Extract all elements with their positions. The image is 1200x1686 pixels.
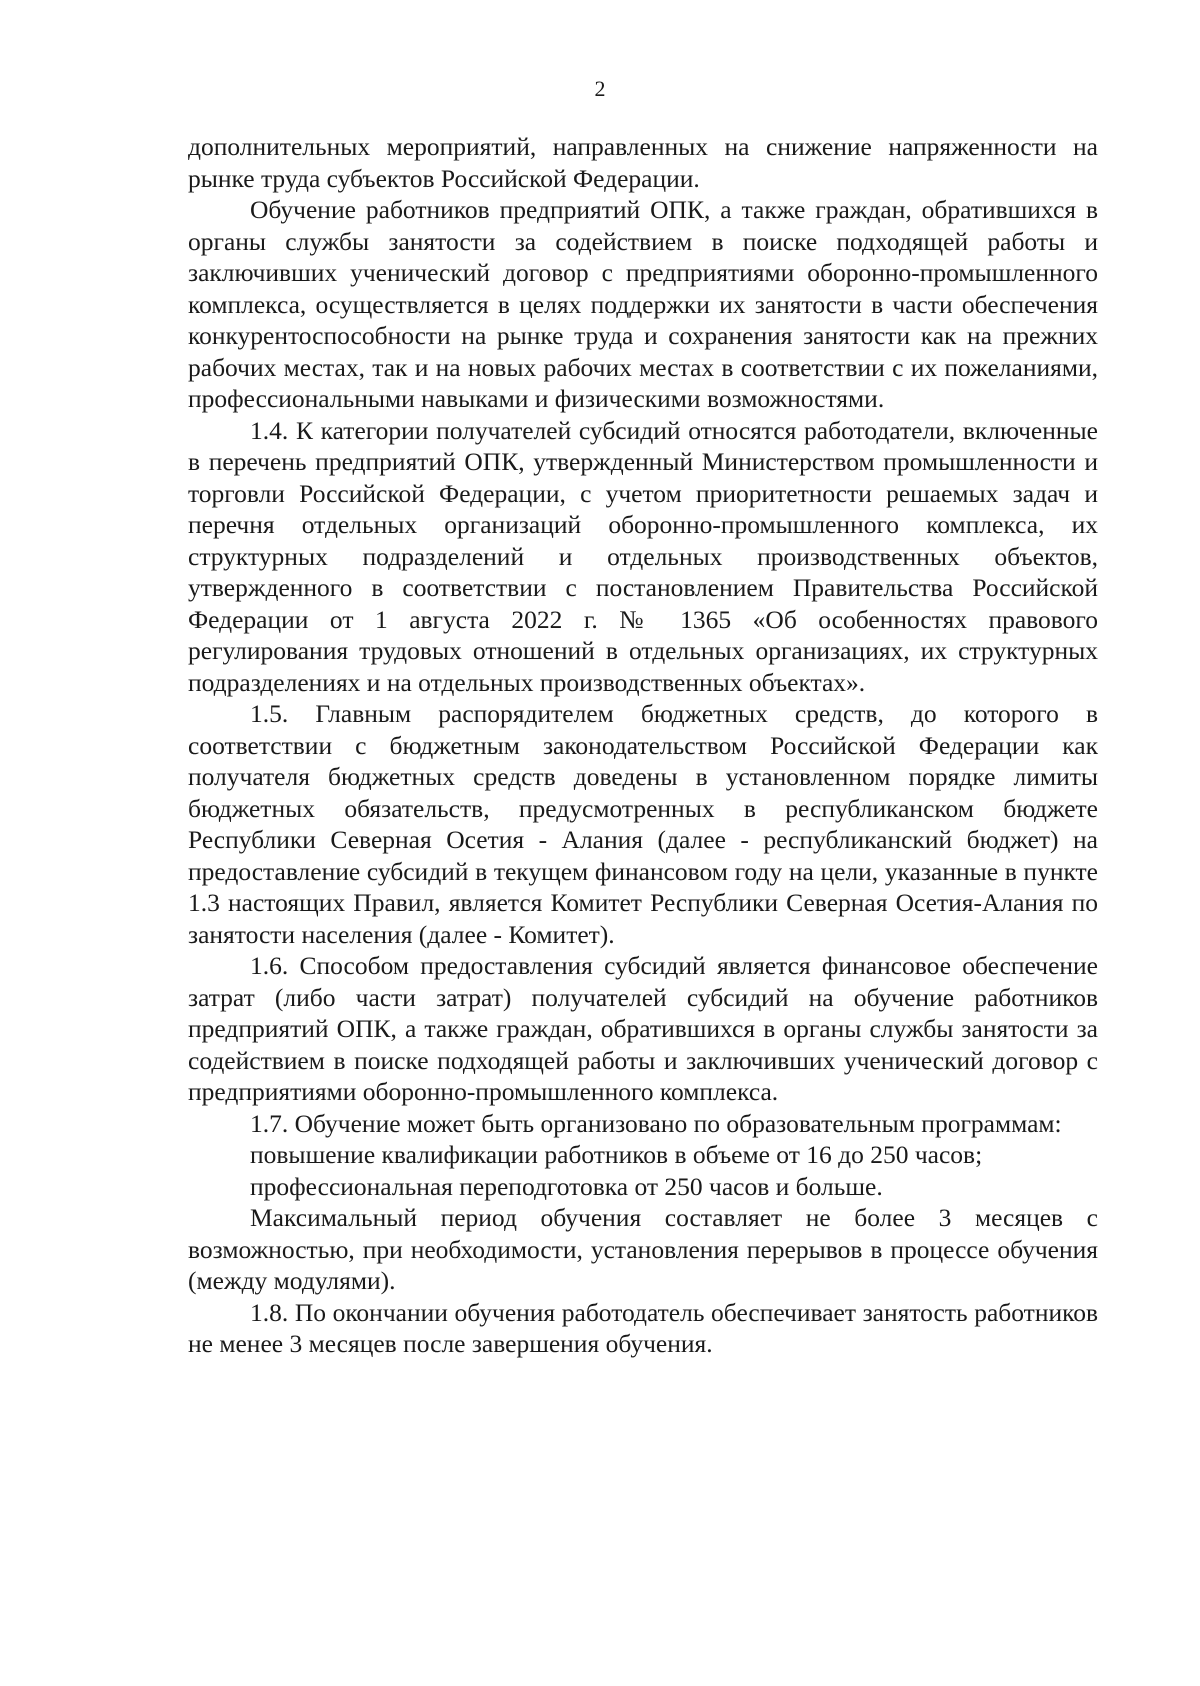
list-item: повышение квалификации работников в объеме от 16 до 250 часов; — [250, 1140, 983, 1169]
document-body — [188, 131, 1098, 1360]
paragraph-continuation: дополнительных мероприятий, направленных на снижение напряженности на рынке труда субъектов Российской Федерации. — [188, 132, 1098, 193]
paragraph-1-6: 1.6. Способом предоставления субсидий является финансовое обеспечение затрат (либо части затрат) получателей субсидий на обучение работников предприятий ОПК, а также граждан, обратившихся в органы службы занятости за содействием в поиске подходящей работы и заключивших ученический договор с предприятиями оборонно-промышленного комплекса. — [188, 951, 1098, 1106]
paragraph-1-4: 1.4. К категории получателей субсидий относятся работодатели, включенные в перечень предприятий ОПК, утвержденный Министерством промышленности и торговли Российской Федерации, с учетом приоритетности решаемых задач и перечня отдельных организаций оборонно-промышленного комплекса, их структурных подразделений и отдельных производственных объектов, утвержденного в соответствии с постановлением Правительства Российской Федерации от 1 августа 2022 г. № 1365 «Об особенностях правового регулирования трудовых отношений в отдельных организациях, их структурных подразделениях и на отдельных производственных объектах». — [188, 415, 1098, 697]
paragraph-1-8: 1.8. По окончании обучения работодатель обеспечивает занятость работников не менее 3 месяцев после завершения обучения. — [188, 1297, 1098, 1358]
paragraph-training-purpose: Обучение работников предприятий ОПК, а также граждан, обратившихся в органы службы занятости за содействием в поиске подходящей работы и заключивших ученический договор с предприятиями оборонно-промышленного комплекса, осуществляется в целях поддержки их занятости в части обеспечения конкурентоспособности на рынке труда и сохранения занятости как на прежних рабочих местах, так и на новых рабочих местах в соответствии с их пожеланиями, профессиональными навыками и физическими возможностями. — [188, 195, 1098, 413]
page-number: 2 — [594, 76, 606, 101]
paragraph-1-7: 1.7. Обучение может быть организовано по образовательным программам: — [250, 1108, 1062, 1138]
paragraph-max-period: Максимальный период обучения составляет не более 3 месяцев с возможностью, при необходимости, установления перерывов в процессе обучения (между модулями). — [188, 1203, 1098, 1295]
paragraph-1-5: 1.5. Главным распорядителем бюджетных средств, до которого в соответствии с бюджетным законодательством Российской Федерации как получателя бюджетных средств доведены в установленном порядке лимиты бюджетных обязательств, предусмотренных в республиканском бюджете Республики Северная Осетия - Алания (далее - республиканский бюджет) на предоставление субсидий в текущем финансовом году на цели, указанные в пункте 1.3 настоящих Правил, является Комитет Республики Северная Осетия-Алания по занятости населения (далее - Комитет). — [188, 699, 1098, 949]
list-item: профессиональная переподготовка от 250 часов и больше. — [250, 1171, 883, 1201]
